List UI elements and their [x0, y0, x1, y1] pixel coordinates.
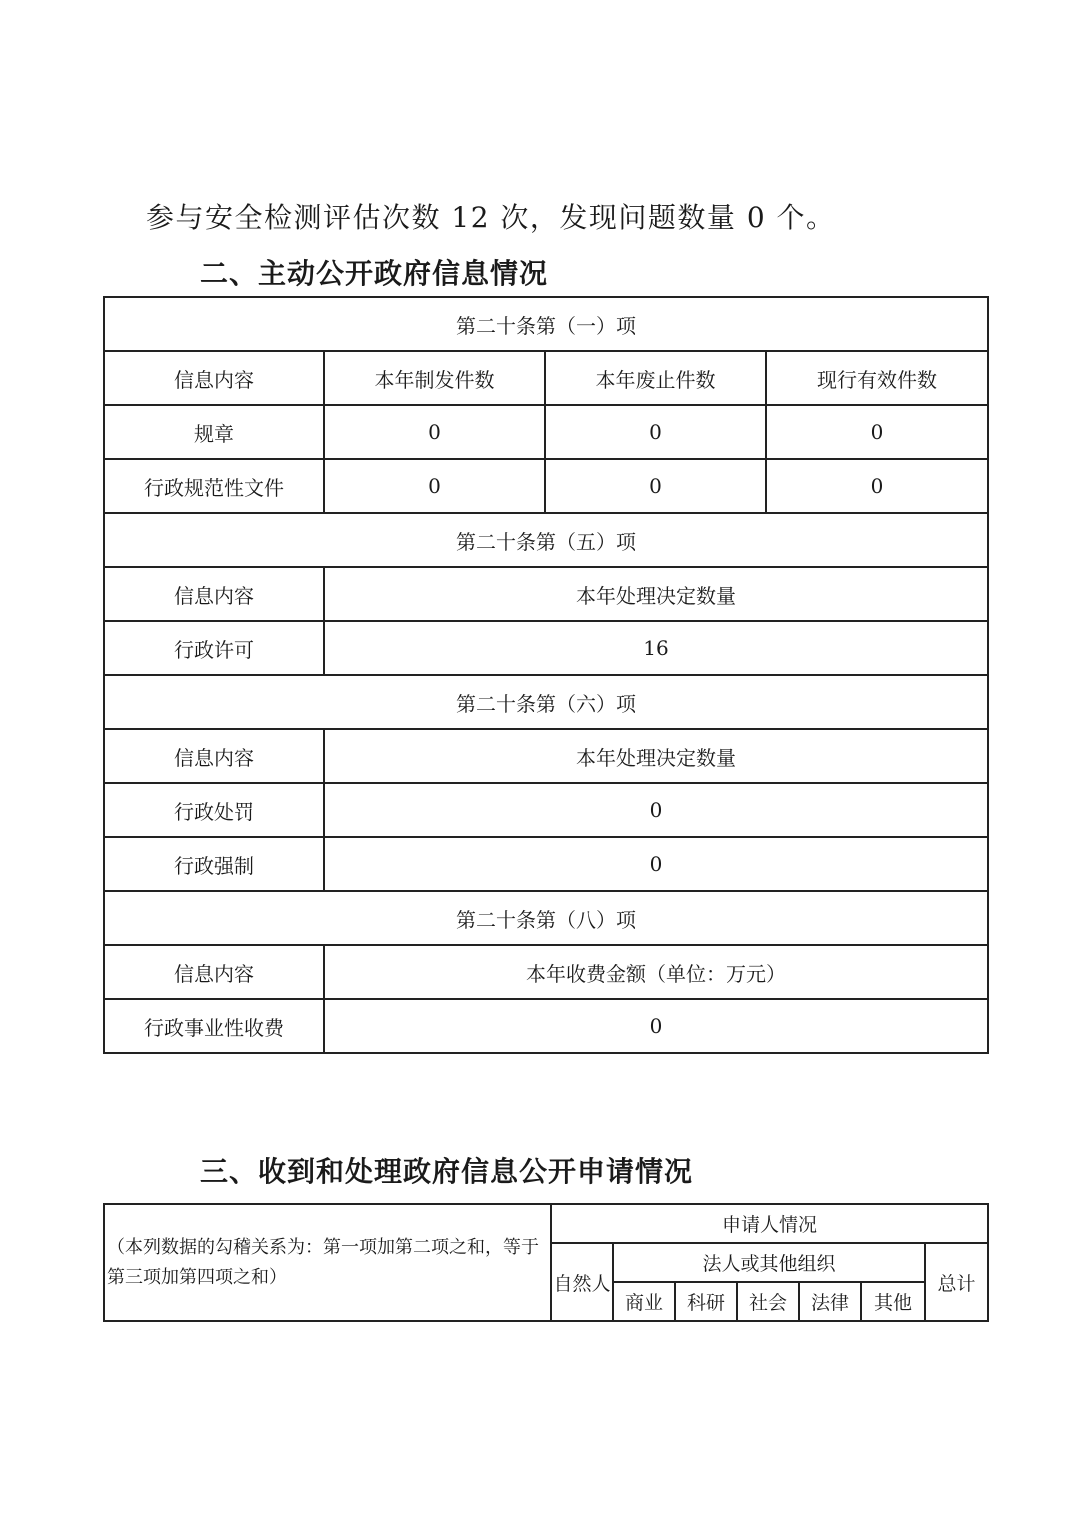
- table-row: [104, 945, 988, 999]
- column-header: 信息内容: [104, 945, 324, 999]
- table-cell: 0: [324, 999, 988, 1053]
- table-cell: 0: [324, 783, 988, 837]
- article-20-8-title: 第二十条第（八）项: [104, 891, 988, 945]
- applicant-header: 申请人情况: [551, 1204, 988, 1243]
- table-row: [104, 513, 988, 567]
- column-header: 本年处理决定数量: [324, 567, 988, 621]
- table-row: [104, 1204, 988, 1243]
- consistency-note: （本列数据的勾稽关系为：第一项加第二项之和，等于第三项加第四项之和）: [104, 1204, 551, 1321]
- column-header: 信息内容: [104, 567, 324, 621]
- entity-type-header: 社会: [737, 1282, 799, 1321]
- row-label: 行政事业性收费: [104, 999, 324, 1053]
- row-label: 行政规范性文件: [104, 459, 324, 513]
- table-cell: 0: [545, 405, 766, 459]
- column-header: 本年处理决定数量: [324, 729, 988, 783]
- total-header: 总计: [925, 1243, 988, 1321]
- column-header: 本年制发件数: [324, 351, 545, 405]
- column-header: 本年收费金额（单位：万元）: [324, 945, 988, 999]
- column-header: 信息内容: [104, 351, 324, 405]
- column-header: 现行有效件数: [766, 351, 988, 405]
- proactive-disclosure-table: [103, 296, 989, 1054]
- table-cell: 0: [324, 459, 545, 513]
- row-label: 行政处罚: [104, 783, 324, 837]
- entity-type-header: 科研: [675, 1282, 737, 1321]
- table-cell: 16: [324, 621, 988, 675]
- intro-paragraph: 参与安全检测评估次数 12 次，发现问题数量 0 个。: [146, 201, 836, 234]
- table-cell: 0: [766, 405, 988, 459]
- entity-type-header: 其他: [861, 1282, 925, 1321]
- row-label: 行政强制: [104, 837, 324, 891]
- table-row: [104, 675, 988, 729]
- table-row: [104, 837, 988, 891]
- table-cell: 0: [324, 405, 545, 459]
- entity-type-header: 法律: [799, 1282, 861, 1321]
- table-row: [104, 783, 988, 837]
- table-row: [104, 621, 988, 675]
- table-row: [104, 999, 988, 1053]
- row-label: 行政许可: [104, 621, 324, 675]
- article-20-1-title: 第二十条第（一）项: [104, 297, 988, 351]
- section2-heading: 二、主动公开政府信息情况: [200, 257, 549, 290]
- entity-type-header: 商业: [613, 1282, 675, 1321]
- table-row: [104, 567, 988, 621]
- article-20-6-title: 第二十条第（六）项: [104, 675, 988, 729]
- table-row: [104, 459, 988, 513]
- table-cell: 0: [324, 837, 988, 891]
- table-row: [104, 351, 988, 405]
- table-cell: 0: [545, 459, 766, 513]
- table-row: [104, 891, 988, 945]
- article-20-5-title: 第二十条第（五）项: [104, 513, 988, 567]
- table-cell: 0: [766, 459, 988, 513]
- disclosure-requests-table: [103, 1203, 989, 1322]
- legal-entity-header: 法人或其他组织: [613, 1243, 925, 1282]
- column-header: 本年废止件数: [545, 351, 766, 405]
- table-row: [104, 729, 988, 783]
- column-header: 信息内容: [104, 729, 324, 783]
- table-row: [104, 297, 988, 351]
- table-row: [104, 405, 988, 459]
- row-label: 规章: [104, 405, 324, 459]
- section3-heading: 三、收到和处理政府信息公开申请情况: [200, 1155, 694, 1188]
- natural-person-header: 自然人: [551, 1243, 613, 1321]
